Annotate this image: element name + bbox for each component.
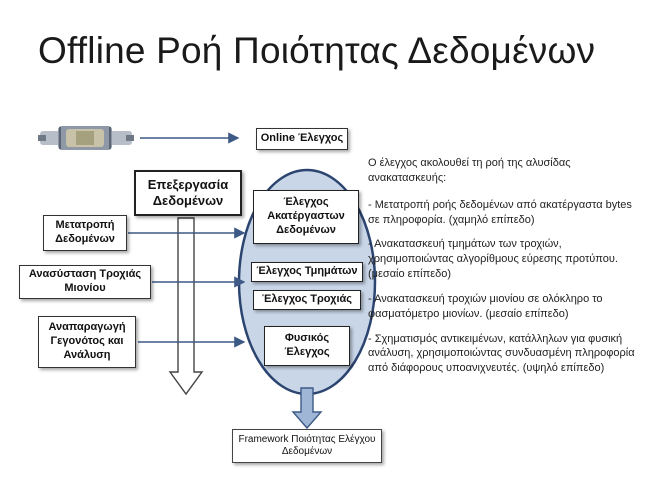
raw-data-check-box: Έλεγχος Ακατέργαστων Δεδομένων (253, 190, 359, 244)
online-check-box: Online Έλεγχος (256, 128, 348, 150)
notes-item-tracks: - Ανακατασκευή τροχιών μιονίου σε ολόκληρο το φασματόμετρο μιονίων. (μεσαίο επίπεδο) (368, 292, 603, 320)
event-reproduction-box: Αναπαραγωγή Γεγονότος και Ανάλυση (38, 316, 136, 368)
segment-check-box: Έλεγχος Τμημάτων (251, 262, 363, 282)
data-processing-box: Επεξεργασία Δεδομένων (134, 170, 242, 216)
notes-panel (368, 156, 640, 386)
track-check-box: Έλεγχος Τροχιάς (253, 290, 361, 310)
framework-box: Framework Ποιότητας Ελέγχου Δεδομένων (232, 429, 382, 463)
detector-image (38, 126, 134, 150)
notes-item-low-level: - Μετατροπή ροής δεδομένων από ακατέργαστα bytes σε πληροφορία. (χαμηλό επίπεδο) (368, 198, 632, 226)
notes-item-segments: - Ανακατασκευή τμημάτων των τροχιών, χρησιμοποιώντας αλγορίθμους εύρεσης προτύπου. (μεσαίο επίπεδο) (368, 238, 618, 281)
notes-item-high-level: - Σχηματισμός αντικειμένων, κατάλληλων για φυσική ανάλυση, χρησιμοποιώντας συνδυασμένη πληροφορία από διάφορους υποανιχνευτές. (υψηλό επίπεδο) (368, 332, 635, 375)
data-conversion-box: Μετατροπή Δεδομένων (43, 215, 127, 251)
notes-intro: Ο έλεγχος ακολουθεί τη ροή της αλυσίδας ανακατασκευής: (368, 157, 571, 184)
page-title: Offline Ροή Ποιότητας Δεδομένων (38, 30, 596, 71)
physics-check-box: Φυσικός Έλεγχος (264, 326, 350, 366)
processing-down-arrow (170, 218, 202, 394)
muon-track-reconstruction-box: Ανασύσταση Τροχιάς Μιονίου (19, 265, 151, 299)
